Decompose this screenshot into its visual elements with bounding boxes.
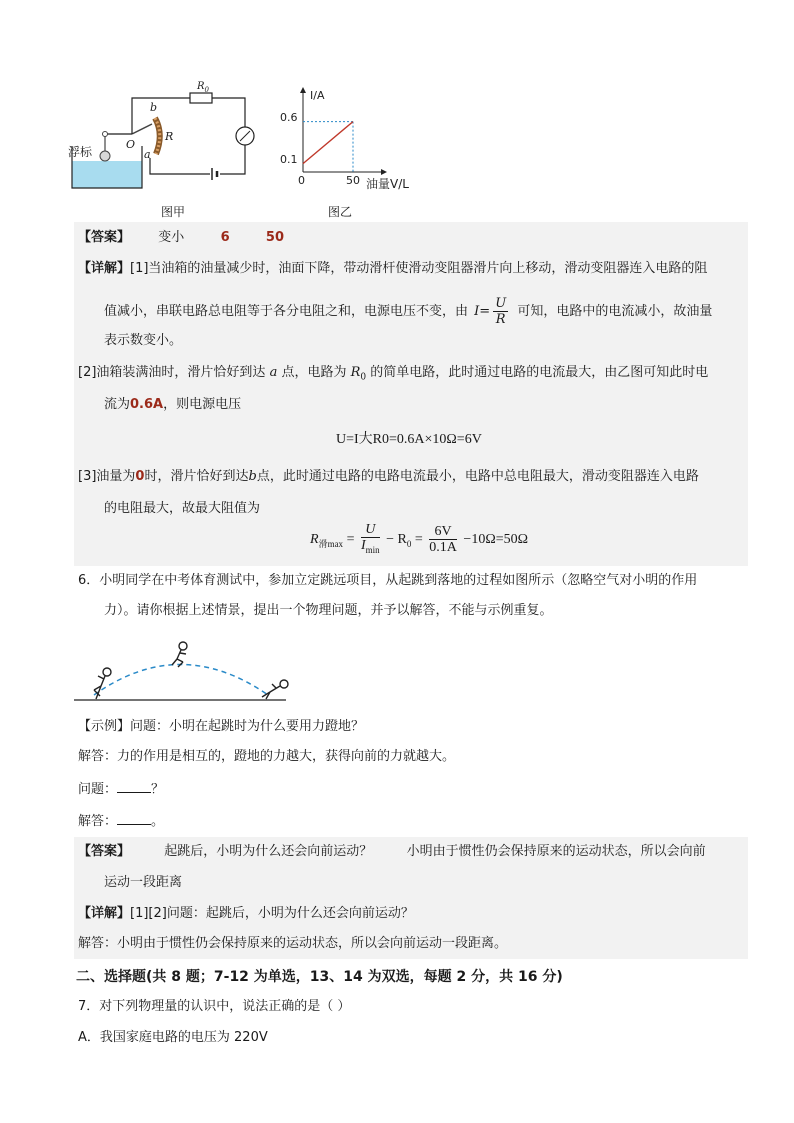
q6-detail-line-1: 【详解】[1][2]问题：起跳后，小明为什么还会向前运动？ [78,906,414,921]
float-label: 浮标 [68,145,93,159]
q5-detail-line-5: 流为0.6A，则电源电压 [104,397,242,412]
answer-blank-2: 6 [220,230,230,245]
jumper-midair-icon [172,642,187,667]
q5-detail-line-2 [104,296,712,327]
x-tick-end: 50 [346,174,360,187]
y-axis-label: I/A [310,89,325,102]
ohm-law-formula: I= $\frac{U}{R}$ [474,296,507,327]
q6-answer-blank-line: 解答： 。 [78,811,164,831]
current-volume-graph [278,84,428,196]
q6-answer-question: 起跳后，小明为什么还会向前运动？ [164,844,373,859]
section-2-heading: 二、选择题(共 8 题；7-12 为单选，13、14 为双选，每题 2 分，共 16 分) [76,969,563,985]
detail-p1-text-2a: 值减小，串联电路总电阻等于各分电阻之和，电源电压不变，由 [104,304,469,319]
circuit-diagram [60,76,270,196]
answer-input-blank[interactable] [117,811,151,825]
q5-detail-line-7: 的电阻最大，故最大阻值为 [104,501,261,516]
point-b-label: b [150,101,158,114]
r0-label: $R_0$ [197,81,209,94]
answer-tag: 【答案】 [78,230,131,245]
figure-yi-caption: 图乙 [328,205,353,219]
q7-stem: 7．对下列物理量的认识中，说法正确的是（ ） [78,999,351,1014]
jumper-start-icon [94,668,111,699]
y-tick-low: 0.1 [280,153,298,166]
detail-p1-text-2b: 可知，电路中的电流减小，故油量 [517,304,713,319]
x-tick-zero: 0 [298,174,305,187]
oil-surface [72,161,142,188]
trajectory-path [94,665,268,696]
q6-example-question: 【示例】问题：小明在起跳时为什么要用力蹬地？ [78,719,365,734]
q5-detail-line-3: 表示数变小。 [104,333,183,348]
x-axis-label: 油量V/L [366,177,409,191]
float-ball [100,151,110,161]
voltage-formula: U=I大R0=0.6A×10Ω=6V [336,432,482,447]
q6-stem-line-2: 力）。请你根据上述情景，提出一个物理问题，并予以解答，不能与示例重复。 [104,603,553,618]
q6-example-answer: 解答：力的作用是相互的，蹬地的力越大，获得向前的力就越大。 [78,749,456,764]
q6-detail-line-2: 解答：小明由于惯性仍会保持原来的运动状态，所以会向前运动一段距离。 [78,936,508,951]
figure-jia-caption: 图甲 [161,205,186,219]
series-line [303,122,353,164]
y-tick-high: 0.6 [280,111,298,124]
point-a-label: a [144,148,151,161]
q6-answer-line-2: 运动一段距离 [104,875,183,890]
q5-detail-line-4: [2]油箱装满油时，滑片恰好到达 a 点，电路为 $R_0$ 的简单电路，此时通过电路的电流最大，由乙图可知此时电 [78,365,709,383]
q5-detail-line-1 [78,260,707,278]
question-input-blank[interactable] [117,779,151,793]
long-jump-figure [72,640,290,704]
q6-question-blank-line: 问题： ？ [78,779,164,799]
resistor-r0 [190,93,212,103]
q5-detail-line-6: [3]油量为0时，滑片恰好到达b点，此时通过电路的电路电流最小，电路中总电阻最大，滑动变阻器连入电路 [78,469,699,484]
q5-answer-line [78,229,284,247]
answer-blank-3: 50 [265,230,285,245]
pivot-o-label: O [126,138,136,151]
detail-p1-text: [1]当油箱的油量减少时，油面下降，带动滑杆使滑动变阻器滑片向上移动，滑动变阻器连入电路的阻 [130,261,708,276]
q6-answer-reply: 小明由于惯性仍会保持原来的运动状态，所以会向前 [406,844,706,859]
r-label: R [165,130,174,143]
q7-option-a[interactable]: A．我国家庭电路的电压为 220V [78,1030,268,1045]
answer-blank-1: 变小 [158,230,185,245]
jumper-landing-icon [262,680,288,699]
max-resistance-formula: $R_{滑max}$ = $\frac{U}{I_{min}}$ − $R_0$ = $\frac{6V}{0.1A}$ −10Ω=50Ω [310,522,529,556]
q6-answer-line-1: 【答案】 起跳后，小明为什么还会向前运动？ 小明由于惯性仍会保持原来的运动状态，所以会向前 [78,844,706,859]
q6-stem-line-1: 6．小明同学在中考体育测试中，参加立定跳远项目，从起跳到落地的过程如图所示（忽略空气对小明的作用 [78,573,698,588]
detail-tag: 【详解】 [78,261,131,276]
